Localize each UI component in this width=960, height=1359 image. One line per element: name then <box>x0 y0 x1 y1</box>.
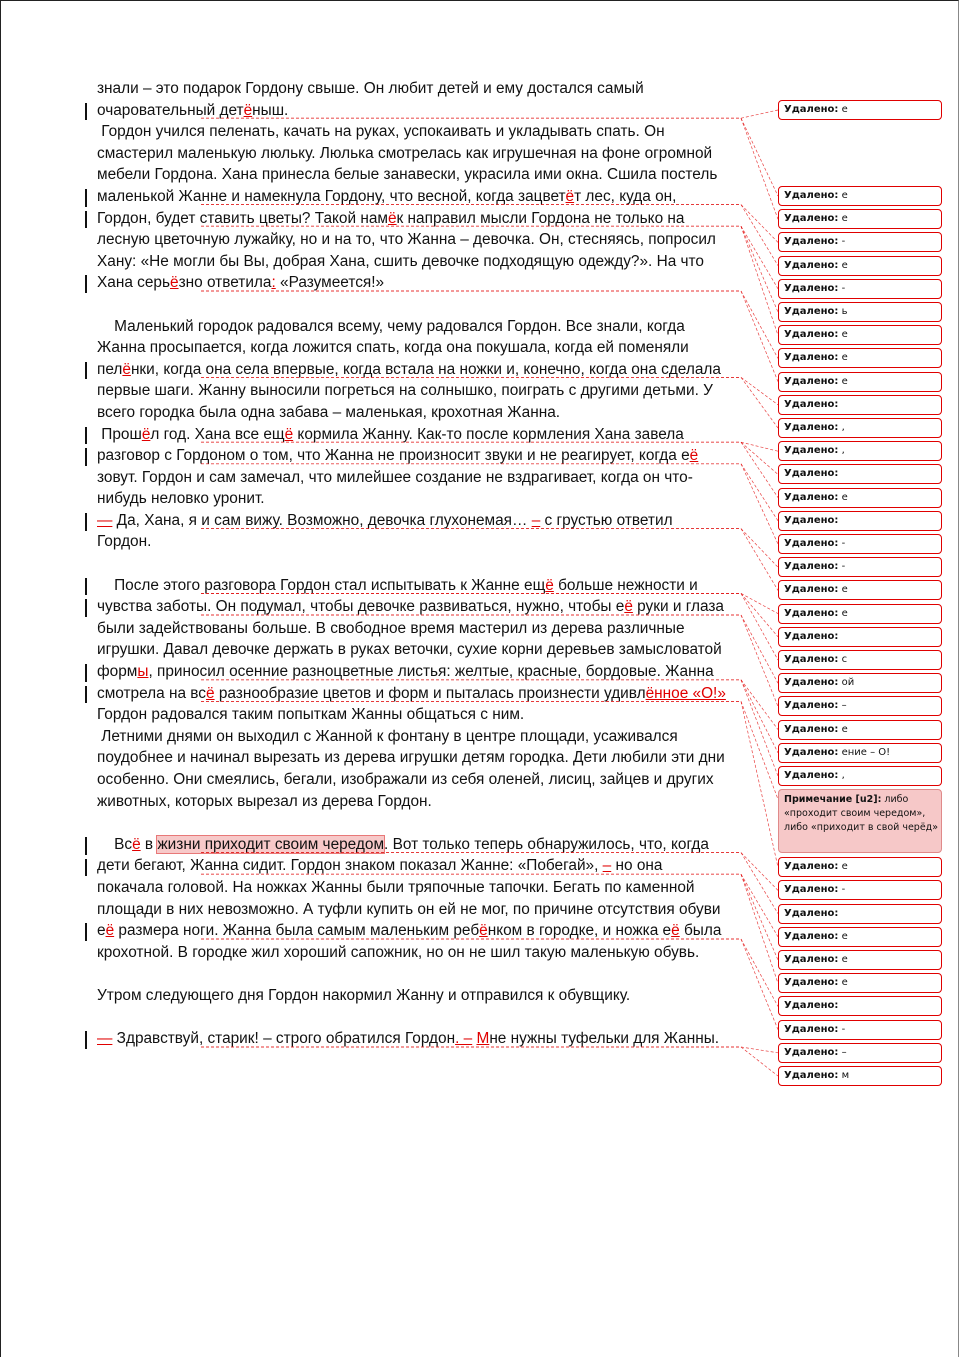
balloon-label: Удалено: <box>784 630 839 642</box>
text-run: площади в них невозможно. А туфли купить он ей не мог, по причине отсутствия обуви <box>97 900 721 918</box>
leader-line <box>201 1047 778 1053</box>
insertion-mark: М <box>476 1030 490 1048</box>
leader-line <box>201 291 778 358</box>
text-run: е <box>97 922 106 940</box>
balloon-label: Удалено: <box>784 398 839 410</box>
leader-line <box>201 615 778 683</box>
leader-line <box>201 939 778 1030</box>
text-run: всего городка была одна забава – маленькая, крохотная Жанна. <box>97 403 561 421</box>
deletion-balloon[interactable] <box>778 488 942 508</box>
text-run: Хану: «Не могли бы Вы, добрая Хана, сшить девочке подходящую одежду?». На что <box>97 252 704 270</box>
leader-line <box>201 680 778 730</box>
leader-line <box>201 464 778 544</box>
text-run: зно ответила <box>178 274 272 292</box>
leader-line <box>201 118 778 196</box>
text-run: После этого разговора Гордон стал испытывать к Жанне ещ <box>97 576 546 594</box>
leader-line <box>201 701 778 867</box>
balloon-text: с <box>838 654 848 665</box>
text-run: но она <box>611 857 663 875</box>
deletion-balloon[interactable] <box>778 650 942 670</box>
balloon-text: е <box>838 375 848 387</box>
deletion-balloon[interactable] <box>778 1043 942 1063</box>
deletion-balloon[interactable] <box>778 904 942 924</box>
text-run: нки, когда она села впервые, когда встала на ножки и, конечно, когда она сделала <box>130 360 721 378</box>
balloon-label: Удалено: <box>784 1023 839 1035</box>
balloon-text: е <box>838 329 848 341</box>
balloon-label: Удалено: <box>784 884 839 896</box>
deletion-balloon[interactable] <box>778 673 942 693</box>
leader-line <box>201 874 778 983</box>
text-run: «Разумеется!» <box>275 274 385 292</box>
text-run: разнообразие цветов и форм и пыталась произнести удивл <box>214 684 646 702</box>
balloon-text: е <box>838 723 848 735</box>
deletion-balloon[interactable] <box>778 1066 942 1086</box>
insertion-mark: ё <box>284 425 294 443</box>
leader-line <box>201 853 778 891</box>
text-run: Гордон, будет ставить цветы? Такой нам <box>97 209 388 227</box>
text-run: с грустью ответил <box>540 511 673 529</box>
balloon-label: Удалено: <box>784 930 839 942</box>
deletion-balloon[interactable] <box>778 100 942 120</box>
balloon-label: Удалено: <box>784 259 839 271</box>
leader-line <box>201 529 778 568</box>
balloon-label: Удалено: <box>784 1000 839 1012</box>
balloon-label: Удалено: <box>784 306 839 317</box>
leader-line <box>201 853 778 914</box>
balloon-label: Удалено: <box>784 329 839 341</box>
text-run: форм <box>97 663 138 681</box>
deletion-balloon[interactable] <box>778 696 942 716</box>
insertion-mark: ё <box>170 274 179 292</box>
text-run: л год. Хана все ещ <box>150 425 285 443</box>
insertion-mark: ё <box>565 187 575 205</box>
balloon-label: Удалено: <box>784 445 839 457</box>
text-run: Гордон учился пеленать, качать на руках, успокаивать и укладывать спать. Он <box>97 123 665 141</box>
balloon-text: - <box>838 538 846 549</box>
text-run: дети бегают, Жанна сидит. Гордон знаком показал Жанне: «Побегай», <box>97 857 603 875</box>
balloon-text: ение – О! <box>838 746 891 758</box>
deletion-balloon[interactable] <box>778 232 942 252</box>
insertion-mark: . – <box>455 1030 473 1048</box>
balloon-label: Удалено: <box>784 746 839 758</box>
insertion-mark: ё <box>479 922 488 940</box>
deletion-balloon[interactable] <box>778 372 942 392</box>
deletion-balloon[interactable] <box>778 1020 942 1040</box>
balloon-label: Удалено: <box>784 538 839 549</box>
balloon-text: - <box>838 561 846 573</box>
balloon-label: Удалено: <box>784 514 839 526</box>
leader-line <box>201 874 778 960</box>
insertion-mark: — <box>97 511 113 529</box>
deletion-balloon[interactable] <box>778 857 942 877</box>
text-run: Хана серь <box>97 274 170 292</box>
balloon-text: – <box>838 1046 847 1058</box>
text-run: кормила Жанну. Как-то после кормления Хана завела <box>293 425 684 443</box>
text-run: были задействованы больше. В свободное время мастерил из дерева различные <box>97 619 685 637</box>
insertion-mark: – <box>602 857 612 875</box>
text-run: Гордон радовался таким попыткам Жанны общаться с ним. <box>97 706 525 724</box>
balloon-label: Удалено: <box>784 236 839 248</box>
text-run: смотрела на вс <box>97 684 207 702</box>
balloon-label: Удалено: <box>784 677 839 689</box>
deletion-balloon[interactable] <box>778 720 942 740</box>
deletion-balloon[interactable] <box>778 973 942 993</box>
balloon-label: Удалено: <box>784 213 839 225</box>
leader-line <box>201 377 778 404</box>
deletion-balloon[interactable] <box>778 557 942 577</box>
text-run: ныш. <box>252 101 289 119</box>
leader-line <box>201 205 778 266</box>
text-run: мебели Гордона. Хана принесла белые занавески, украсила ими окна. Сшила постель <box>97 166 718 184</box>
deletion-balloon[interactable] <box>778 464 942 484</box>
text-run: знали – это подарок Гордону свыше. Он любит детей и ему достался самый <box>97 80 644 97</box>
balloon-text: - <box>838 236 846 248</box>
text-run: первые шаги. Жанну выносили погреться на солнышко, поиграть с другими детьми. У <box>97 382 713 400</box>
text-run: , приносил осенние разноцветные листья: желтые, красные, бордовые. Жанна <box>148 663 714 681</box>
balloon-text: е <box>838 607 848 619</box>
text-run: игрушки. Давал девочке держать в руках веточки, сухие корни деревьев замысловатой <box>97 641 722 659</box>
balloon-label: Удалено: <box>784 723 839 735</box>
text-run: Маленький городок радовался всему, чему радовался Гордон. Все знали, когда <box>97 317 685 335</box>
insertion-mark: ё <box>624 598 633 616</box>
leader-line <box>201 442 778 451</box>
leader-line <box>201 939 778 1006</box>
text-run: не нужны туфельки для Жанны. <box>489 1030 720 1048</box>
insertion-mark: ё <box>671 922 680 940</box>
deletion-balloon[interactable] <box>778 766 942 786</box>
balloon-text: м <box>838 1070 850 1081</box>
balloon-text: ь <box>838 306 848 317</box>
deletion-balloon[interactable] <box>778 395 942 415</box>
text-run: Утром следующего дня Гордон накормил Жанну и отправился к обувщику. <box>97 986 631 1004</box>
balloon-text: е <box>838 352 848 364</box>
balloon-label: Удалено: <box>784 104 839 115</box>
leader-line <box>201 615 778 706</box>
text-run: размера ноги. Жанна была самым маленьким реб <box>114 922 480 940</box>
deletion-balloon[interactable] <box>778 627 942 647</box>
leader-line <box>201 701 778 799</box>
balloon-text: е <box>838 930 848 942</box>
deletion-balloon[interactable] <box>778 418 942 438</box>
balloon-label: Примечание [u2]: <box>784 794 882 806</box>
balloon-label: Удалено: <box>784 352 839 364</box>
deletion-balloon[interactable] <box>778 279 942 299</box>
text-run: смастерил маленькую люльку. Люлька смотрелась как игрушечная на фоне огромной <box>97 144 713 162</box>
balloon-label: Удалено: <box>784 607 839 619</box>
text-run: к направил мысли Гордона не только на <box>396 209 685 227</box>
text-run: . Вот только теперь обнаружилось, что, когда <box>384 835 709 853</box>
text-run: Здравствуй, старик! – строго обратился Гордон <box>112 1030 456 1048</box>
text-run: нибудь неловко уронит. <box>97 490 265 508</box>
text-run: особенно. Они смеялись, бегали, изображали из себя оленей, лисиц, зайцев и других <box>97 771 714 788</box>
balloon-text: е <box>838 584 848 596</box>
deletion-balloon[interactable] <box>778 348 942 368</box>
insertion-mark: ё <box>132 835 141 853</box>
deletion-balloon[interactable] <box>778 580 942 600</box>
text-run: в <box>140 835 158 853</box>
text-run: Гордон. <box>97 533 152 551</box>
deletion-balloon[interactable] <box>778 209 942 229</box>
balloon-label: Удалено: <box>784 282 839 294</box>
deletion-balloon[interactable] <box>778 511 942 531</box>
text-run: животных, которых вырезал из дерева Гордон. <box>97 792 432 810</box>
leader-line <box>201 464 778 521</box>
balloon-text: е <box>838 861 848 873</box>
balloon-text: е <box>838 491 848 503</box>
insertion-mark: ё <box>206 684 215 702</box>
comment-balloon[interactable] <box>778 789 942 853</box>
text-run: больше нежности и <box>553 576 698 594</box>
balloon-text: – <box>838 700 847 712</box>
balloon-label: Удалено: <box>784 422 839 433</box>
text-run: Да, Хана, я и сам вижу. Возможно, девочка глухонемая… <box>112 511 532 529</box>
leader-line <box>201 1047 778 1076</box>
deletion-balloon[interactable] <box>778 441 942 461</box>
balloon-text: е <box>838 190 848 201</box>
deletion-balloon[interactable] <box>778 534 942 554</box>
insertion-mark: ё <box>689 447 699 465</box>
balloon-text: е <box>838 954 848 965</box>
leader-line <box>201 874 778 940</box>
insertion-mark: : <box>271 274 276 292</box>
text-run: Прош <box>97 425 142 443</box>
leader-line <box>201 377 778 428</box>
text-run: Вс <box>97 835 133 853</box>
balloon-label: Удалено: <box>784 561 839 573</box>
leader-line <box>201 118 778 219</box>
text-run: поудобнее и начинал вырезать из дерева игрушки детям городка. Дети любили эти дни <box>97 749 725 767</box>
deletion-balloon[interactable] <box>778 325 942 345</box>
text-run: т лес, куда он, <box>574 187 677 205</box>
balloon-text: е <box>838 977 848 989</box>
balloon-text: либо «проходит своим чередом», либо «приходит в свой черёд» <box>784 794 939 834</box>
insertion-mark: ё <box>141 425 151 443</box>
balloon-text: е <box>838 213 848 225</box>
text-run: Летними днями он выходил с Жанной к фонтану в центре площади, усаживался <box>97 727 678 745</box>
balloon-label: Удалено: <box>784 907 839 919</box>
balloon-text: е <box>838 259 848 271</box>
leader-line <box>201 442 778 474</box>
balloon-label: Удалено: <box>784 700 839 712</box>
deletion-balloon[interactable] <box>778 604 942 624</box>
text-run: пел <box>97 360 123 378</box>
balloon-text: - <box>838 884 846 896</box>
balloon-label: Удалено: <box>784 468 839 480</box>
text-run: маленькой Жанне и намекнула Гордону, что весной, когда зацвет <box>97 187 566 205</box>
balloon-text: - <box>838 1023 846 1035</box>
text-run: лесную цветочную лужайку, но и на то, что Жанна – девочка. Он, стесняясь, попросил <box>97 231 716 249</box>
leader-line <box>201 291 778 382</box>
text-run: руки и глаза <box>632 598 724 616</box>
leader-line <box>201 442 778 497</box>
balloon-label: Удалено: <box>784 584 839 596</box>
balloon-label: Удалено: <box>784 375 839 387</box>
leader-line <box>201 593 778 616</box>
deletion-balloon[interactable] <box>778 880 942 900</box>
text-run: чувства заботы. Он подумал, чтобы девочке развиваться, нужно, чтобы е <box>97 598 625 616</box>
deletion-balloon[interactable] <box>778 743 942 763</box>
text-run: зовут. Гордон и сам замечал, что милейшее создание не вздрагивает, когда он что- <box>97 468 693 486</box>
text-run: разговор с Гордоном о том, что Жанна не произносит звуки и не реагирует, когда е <box>97 447 690 465</box>
leader-line <box>201 226 778 312</box>
text-run: покачала головой. На ножках Жанны были тряпочные тапочки. Бегать по каменной <box>97 878 695 896</box>
leader-line <box>201 680 778 753</box>
insertion-mark: ы <box>137 663 149 681</box>
balloon-text: , <box>838 445 845 457</box>
balloon-label: Удалено: <box>784 770 839 781</box>
text-run: крохотной. В городке жил хороший сапожник, но он не шил такую маленькую обувь. <box>97 943 700 961</box>
deletion-balloon[interactable] <box>778 927 942 947</box>
balloon-label: Удалено: <box>784 491 839 503</box>
balloon-label: Удалено: <box>784 1046 839 1058</box>
insertion-mark: — <box>97 1030 113 1048</box>
deletion-balloon[interactable] <box>778 186 942 206</box>
text-run: очаровательный дет <box>97 101 244 119</box>
insertion-mark: ё <box>545 576 554 594</box>
deletion-balloon[interactable] <box>778 996 942 1016</box>
deletion-balloon[interactable] <box>778 302 942 322</box>
balloon-text: - <box>838 282 846 294</box>
commented-text[interactable]: жизни приходит своим чередом <box>157 835 385 853</box>
insertion-mark: – <box>531 511 541 529</box>
leader-line <box>201 593 778 660</box>
deletion-balloon[interactable] <box>778 256 942 276</box>
balloon-label: Удалено: <box>784 861 839 873</box>
insertion-mark: ё <box>105 922 115 940</box>
leader-line <box>201 110 778 118</box>
insertion-mark: ё <box>122 360 131 378</box>
leader-line <box>201 680 778 776</box>
insertion-mark: ё <box>243 101 253 119</box>
insertion-mark: ённое «О!» <box>645 684 726 702</box>
deletion-balloon[interactable] <box>778 950 942 970</box>
balloon-label: Удалено: <box>784 654 839 665</box>
balloon-text: , <box>838 770 845 781</box>
balloon-label: Удалено: <box>784 977 839 989</box>
leader-line <box>201 226 778 335</box>
text-run: была <box>679 922 722 940</box>
leader-line <box>201 205 778 243</box>
balloon-label: Удалено: <box>784 954 839 965</box>
text-run: нком в городке, и ножка е <box>487 922 672 940</box>
balloon-text: е <box>838 104 848 115</box>
balloon-text: ой <box>838 677 855 689</box>
insertion-mark: ё <box>387 209 397 227</box>
balloon-label: Удалено: <box>784 1070 839 1081</box>
balloon-label: Удалено: <box>784 190 839 201</box>
balloon-text: , <box>838 422 845 433</box>
leader-line <box>201 529 778 591</box>
leader-line <box>201 226 778 292</box>
text-run: Жанна просыпается, когда ложится спать, когда она покушала, когда ей поменяли <box>97 339 689 357</box>
